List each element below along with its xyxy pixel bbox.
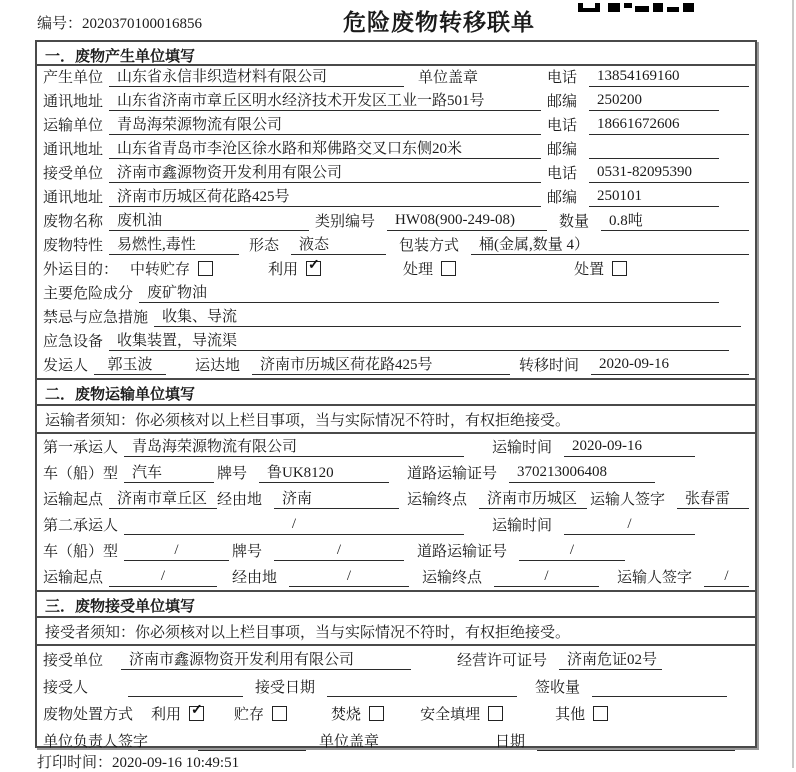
via2-value: /	[289, 568, 409, 587]
checkbox-empty-icon	[612, 261, 627, 276]
carrier1-time-value: 2020-09-16	[564, 438, 695, 457]
row-carrier1	[37, 434, 755, 460]
category-value: HW08(900-249-08)	[387, 212, 547, 231]
receiver-value: 济南市鑫源物资开发利用有限公司	[109, 161, 541, 183]
accept-date-value	[327, 678, 517, 697]
section-receiver	[37, 590, 755, 754]
disposal-options	[151, 703, 608, 724]
print-time-label: 打印时间：	[37, 755, 113, 771]
checkbox-option-label: 利用	[268, 262, 299, 278]
phone-label: 电话	[547, 70, 578, 86]
carrier1-label: 第一承运人	[43, 440, 119, 456]
sign2-value: /	[704, 568, 749, 587]
license-label: 经营许可证号	[457, 653, 548, 669]
print-time	[37, 751, 239, 772]
transporter-phone-value: 18661672606	[589, 116, 749, 135]
amount-group	[535, 676, 727, 697]
row-producer-address	[37, 90, 755, 114]
checkbox-checked-icon	[189, 706, 204, 721]
accept-unit-label: 接受单位	[43, 653, 104, 669]
section-producer	[37, 42, 755, 378]
row-receiver-address	[37, 186, 755, 210]
carrier-sign-label: 运输人签字	[590, 492, 666, 508]
address-label: 通讯地址	[43, 142, 104, 158]
checkbox-option	[268, 258, 321, 279]
row-disposal	[37, 700, 755, 727]
plate2-value: /	[274, 542, 404, 561]
row-characteristics	[37, 234, 755, 258]
license-group	[457, 648, 658, 670]
origin-label: 运输起点	[43, 570, 104, 586]
seal-label: 单位盖章	[418, 70, 479, 86]
quantity-value: 0.8吨	[601, 209, 749, 231]
equipment-value: 收集装置，导流渠	[109, 329, 729, 351]
destination-group	[195, 353, 510, 375]
checkbox-option	[420, 703, 503, 724]
endpoint1-value: 济南市历城区	[479, 487, 587, 509]
transporter-phone-group	[547, 114, 749, 135]
date-label: 日期	[495, 734, 526, 750]
destination-label: 运达地	[195, 358, 241, 374]
section3-title: 三．废物接受单位填写	[37, 592, 755, 618]
road-permit-label: 道路运输证号	[407, 466, 498, 482]
via-label: 经由地	[217, 492, 263, 508]
row-transporter-address	[37, 138, 755, 162]
packaging-label: 包装方式	[399, 238, 460, 254]
checkbox-empty-icon	[441, 261, 456, 276]
checkbox-empty-icon	[198, 261, 213, 276]
packaging-group	[399, 233, 749, 255]
license-value: 济南危证02号	[559, 648, 662, 670]
origin2-value: /	[109, 568, 217, 587]
window-right-edge	[792, 0, 794, 768]
checkbox-option-label: 其他	[555, 707, 586, 723]
row-waste-name	[37, 210, 755, 234]
plate-label: 牌号	[217, 466, 248, 482]
checkbox-empty-icon	[369, 706, 384, 721]
checkbox-option	[574, 258, 627, 279]
origin1-value: 济南市章丘区	[109, 487, 217, 509]
via-label: 经由地	[232, 570, 278, 586]
equipment-label: 应急设备	[43, 334, 104, 350]
receiver-phone-group	[547, 162, 749, 183]
section2-title: 二．废物运输单位填写	[37, 380, 755, 406]
shipper-value: 郭玉波	[94, 353, 166, 375]
permit1-group	[407, 462, 655, 483]
row-purpose	[37, 258, 755, 282]
row-manager-sign	[37, 727, 755, 754]
precaution-label: 禁忌与应急措施	[43, 310, 149, 326]
receiver-phone-value: 0531-82095390	[589, 164, 749, 183]
producer-value: 山东省永信非织造材料有限公司	[109, 65, 404, 87]
purpose-options	[130, 258, 627, 279]
accept-unit-value: 济南市鑫源物资开发利用有限公司	[121, 648, 411, 670]
zip-label: 邮编	[547, 94, 578, 110]
phone-label: 电话	[547, 166, 578, 182]
plate1-value: 鲁UK8120	[259, 461, 389, 483]
checkbox-option	[130, 258, 213, 279]
receiver-zip-value: 250101	[589, 188, 719, 207]
quantity-group	[559, 209, 749, 231]
address-label: 通讯地址	[43, 190, 104, 206]
checkbox-empty-icon	[488, 706, 503, 721]
sign1-group	[590, 487, 749, 509]
carrier-sign-label: 运输人签字	[617, 570, 693, 586]
producer-address-value: 山东省济南市章丘区明水经济技术开发区工业一路501号	[109, 89, 541, 111]
checkbox-option-label: 中转贮存	[130, 262, 191, 278]
transport-time-label: 运输时间	[492, 440, 553, 456]
purpose-label: 外运目的：	[43, 262, 119, 278]
transport-time-label: 运输时间	[492, 518, 553, 534]
vehicle-label: 车（船）型	[43, 544, 119, 560]
endpoint2-group	[422, 566, 599, 587]
section1-title: 一．废物产生单位填写	[37, 42, 755, 66]
origin-label: 运输起点	[43, 492, 104, 508]
endpoint-label: 运输终点	[407, 492, 468, 508]
quantity-label: 数量	[559, 214, 590, 230]
waste-name-value: 废机油	[109, 209, 309, 231]
carrier1-time-group	[492, 436, 695, 457]
serial-label: 编号：	[37, 16, 83, 32]
shipper-label: 发运人	[43, 358, 89, 374]
carrier2-time-value: /	[564, 516, 695, 535]
form-label: 形态	[249, 238, 280, 254]
form-value: 液态	[291, 233, 386, 255]
endpoint-label: 运输终点	[422, 570, 483, 586]
address-label: 通讯地址	[43, 94, 104, 110]
plate1-group	[217, 461, 389, 483]
recipient-value	[128, 678, 243, 697]
plate-label: 牌号	[232, 544, 263, 560]
vehicle-label: 车（船）型	[43, 466, 119, 482]
page-header	[0, 0, 796, 40]
carrier2-label: 第二承运人	[43, 518, 119, 534]
hazard-label: 主要危险成分	[43, 286, 134, 302]
row-vehicle2	[37, 538, 755, 564]
producer-zip-value: 250200	[589, 92, 719, 111]
producer-phone-group	[547, 66, 749, 87]
checkbox-option-label: 处理	[403, 262, 434, 278]
producer-label: 产生单位	[43, 70, 104, 86]
permit2-value: /	[519, 542, 625, 561]
row-route2	[37, 564, 755, 590]
checkbox-option	[234, 703, 287, 724]
disposal-label: 废物处置方式	[43, 707, 134, 723]
row-route1	[37, 486, 755, 512]
carrier2-time-group	[492, 514, 695, 535]
sign1-value: 张春雷	[677, 487, 749, 509]
row-equipment	[37, 330, 755, 354]
accept-date-label: 接受日期	[255, 680, 316, 696]
road-permit-label: 道路运输证号	[417, 544, 508, 560]
permit1-value: 370213006408	[509, 464, 655, 483]
zip-label: 邮编	[547, 190, 578, 206]
permit2-group	[417, 540, 625, 561]
carrier2-value: /	[124, 516, 464, 535]
phone-label: 电话	[547, 118, 578, 134]
checkbox-option-label: 处置	[574, 262, 605, 278]
row-receiver	[37, 162, 755, 186]
transfer-date-value: 2020-09-16	[591, 356, 749, 375]
row-producer	[37, 66, 755, 90]
manifest-form	[35, 40, 757, 748]
checkbox-option	[555, 703, 608, 724]
zip-label: 邮编	[547, 142, 578, 158]
checkbox-empty-icon	[593, 706, 608, 721]
precaution-value: 收集、导流	[154, 305, 741, 327]
receiver-zip-group	[547, 186, 749, 207]
sign2-group	[617, 566, 749, 587]
producer-zip-group	[547, 90, 749, 111]
packaging-value: 桶(金属,数量 4）	[471, 233, 749, 255]
form-group	[249, 233, 386, 255]
transfer-date-group	[519, 354, 749, 375]
transporter-zip-group	[547, 138, 749, 159]
accept-date-group	[255, 676, 517, 697]
row-precaution	[37, 306, 755, 330]
destination-value: 济南市历城区荷花路425号	[252, 353, 510, 375]
transporter-address-value: 山东省青岛市李沧区徐水路和郑佛路交叉口东侧20米	[109, 137, 541, 159]
transporter-value: 青岛海荣源物流有限公司	[109, 113, 541, 135]
via1-group	[217, 487, 399, 509]
transfer-date-label: 转移时间	[519, 358, 580, 374]
row-transporter	[37, 114, 755, 138]
amount-value	[592, 678, 727, 697]
characteristics-label: 废物特性	[43, 238, 104, 254]
transporter-label: 运输单位	[43, 118, 104, 134]
receiver-notice: 接受者须知：你必须核对以上栏目事项，当与实际情况不符时，有权拒绝接受。	[37, 618, 755, 646]
row-recipient	[37, 673, 755, 700]
plate2-group	[232, 540, 404, 561]
producer-phone-value: 13854169160	[589, 68, 749, 87]
transporter-zip-value	[589, 140, 719, 159]
checkbox-option	[151, 703, 204, 724]
checkbox-checked-icon	[306, 261, 321, 276]
checkbox-option-label: 贮存	[234, 707, 265, 723]
checkbox-option-label: 利用	[151, 707, 182, 723]
via1-value: 济南	[274, 487, 399, 509]
endpoint2-value: /	[494, 568, 599, 587]
unit-seal-label: 单位盖章	[319, 734, 380, 750]
receiver-label: 接受单位	[43, 166, 104, 182]
category-label: 类别编号	[315, 214, 376, 230]
amount-label: 签收量	[535, 680, 581, 696]
unit-seal-group	[319, 730, 385, 751]
row-shipper	[37, 354, 755, 378]
serial-value: 2020370100016856	[82, 16, 203, 32]
via2-group	[232, 566, 409, 587]
checkbox-option-label: 安全填埋	[420, 707, 481, 723]
carrier1-value: 青岛海荣源物流有限公司	[124, 435, 464, 457]
section-transporter	[37, 378, 755, 590]
print-time-value: 2020-09-16 10:49:51	[112, 755, 240, 771]
page-title: 危险废物转移联单	[343, 10, 535, 35]
row-vehicle1	[37, 460, 755, 486]
row-hazard	[37, 282, 755, 306]
date-group	[495, 730, 735, 751]
waste-name-label: 废物名称	[43, 214, 104, 230]
vehicle1-value: 汽车	[124, 461, 214, 483]
hazard-value: 废矿物油	[139, 281, 719, 303]
qr-code-fragment-icon	[578, 0, 694, 9]
receiver-address-value: 济南市历城区荷花路425号	[109, 185, 541, 207]
row-accept-unit	[37, 646, 755, 673]
checkbox-option	[331, 703, 384, 724]
category-group	[315, 210, 547, 231]
manager-sign-label: 单位负责人签字	[43, 734, 149, 750]
characteristics-value: 易燃性,毒性	[109, 233, 239, 255]
date-value	[537, 732, 735, 751]
vehicle2-value: /	[124, 542, 229, 561]
manager-sign-value	[198, 732, 306, 751]
recipient-label: 接受人	[43, 680, 89, 696]
transporter-notice: 运输者须知：你必须核对以上栏目事项，当与实际情况不符时，有权拒绝接受。	[37, 406, 755, 434]
checkbox-empty-icon	[272, 706, 287, 721]
endpoint1-group	[407, 487, 587, 509]
checkbox-option-label: 焚烧	[331, 707, 362, 723]
checkbox-option	[403, 258, 456, 279]
row-carrier2	[37, 512, 755, 538]
